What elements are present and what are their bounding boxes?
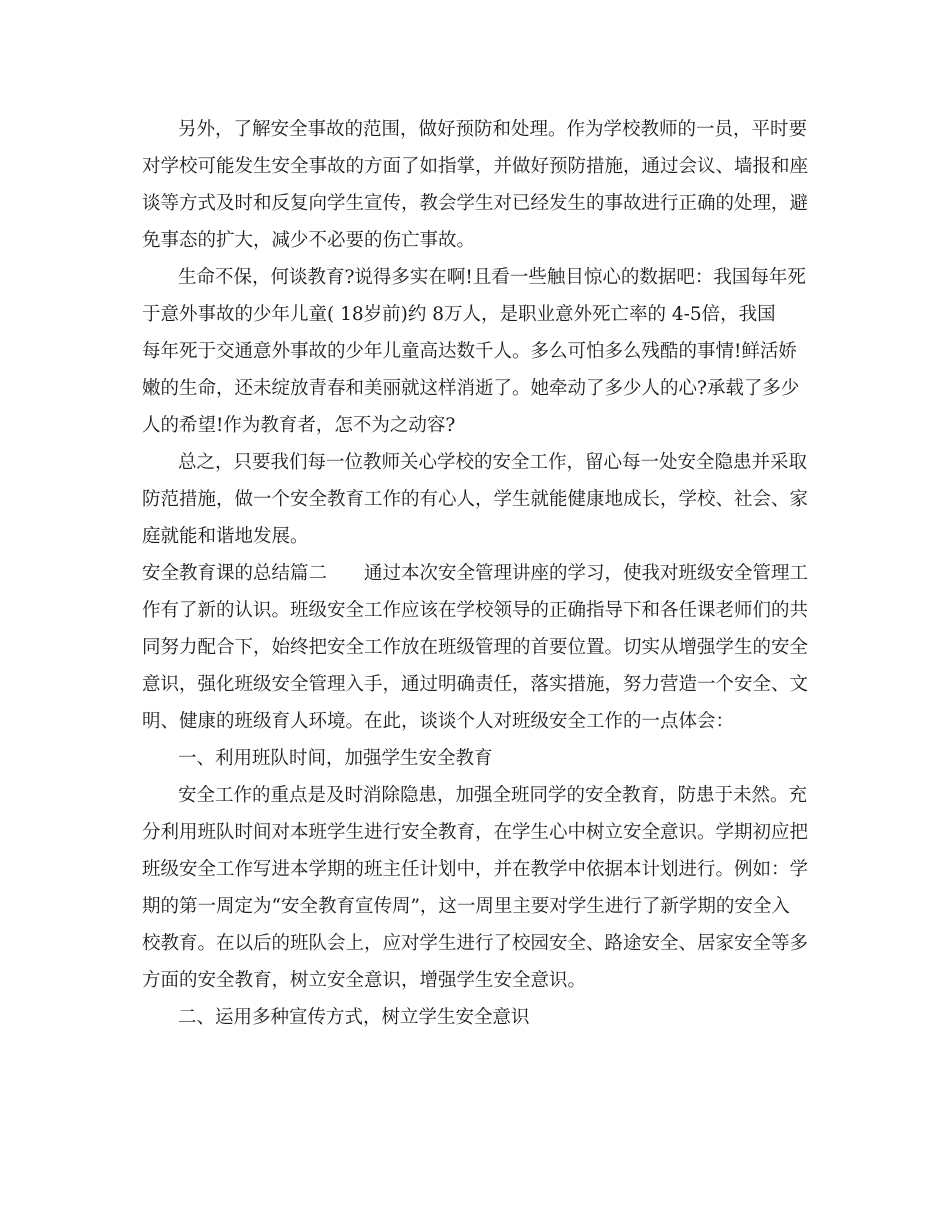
text-line: 防范措施，做一个安全教育工作的有心人，学生就能健康地成长，学校、社会、家 — [142, 489, 809, 510]
text-line: 分利用班队时间对本班学生进行安全教育，在学生心中树立安全意识。学期初应把 — [142, 822, 809, 843]
text-line: 人的希望!作为教育者，怎不为之动容? — [142, 415, 456, 436]
text-line: 意识，强化班级安全管理入手，通过明确责任，落实措施，努力营造一个安全、文 — [142, 674, 809, 695]
text-line: 明、健康的班级育人环境。在此，谈谈个人对班级安全工作的一点体会： — [142, 711, 735, 732]
text-line: 总之，只要我们每一位教师关心学校的安全工作，留心每一处安全隐患并采取 — [178, 452, 808, 473]
text-line: 方面的安全教育，树立安全意识，增强学生安全意识。 — [142, 970, 587, 991]
text-line: 班级安全工作写进本学期的班主任计划中，并在教学中依据本计划进行。例如：学 — [142, 859, 809, 880]
text-line: 另外，了解安全事故的范围，做好预防和处理。作为学校教师的一员，平时要 — [178, 119, 808, 140]
text-line: 作有了新的认识。班级安全工作应该在学校领导的正确指导下和各任课老师们的共 — [142, 600, 809, 621]
text-line: 同努力配合下，始终把安全工作放在班级管理的首要位置。切实从增强学生的安全 — [142, 637, 809, 658]
section-heading: 二、运用多种宣传方式，树立学生安全意识 — [178, 1007, 530, 1028]
text-line: 每年死于交通意外事故的少年儿童高达数千人。多么可怕多么残酷的事情!鲜活娇 — [142, 341, 797, 362]
text-line: 校教育。在以后的班队会上，应对学生进行了校园安全、路途安全、居家安全等多 — [142, 933, 809, 954]
text-line: 谈等方式及时和反复向学生宣传，教会学生对已经发生的事故进行正确的处理，避 — [142, 193, 809, 214]
text-line: 免事态的扩大，减少不必要的伤亡事故。 — [142, 230, 476, 251]
text-line: 嫩的生命，还未绽放青春和美丽就这样消逝了。她牵动了多少人的心?承载了多少 — [142, 378, 800, 399]
section-heading: 一、利用班队时间，加强学生安全教育 — [178, 748, 493, 769]
text-line: 安全工作的重点是及时消除隐患，加强全班同学的安全教育，防患于未然。充 — [178, 785, 808, 806]
text-line: 于意外事故的少年儿童( 18岁前)约 8万人，是职业意外死亡率的 4-5倍，我国 — [142, 304, 776, 325]
text-line: 庭就能和谐地发展。 — [142, 526, 309, 547]
text-line: 安全教育课的总结篇二 通过本次安全管理讲座的学习，使我对班级安全管理工 — [142, 563, 809, 584]
text-line: 对学校可能发生安全事故的方面了如指掌，并做好预防措施，通过会议、墙报和座 — [142, 156, 809, 177]
text-line: 期的第一周定为“安全教育宣传周”，这一周里主要对学生进行了新学期的安全入 — [142, 896, 790, 917]
text-line: 生命不保，何谈教育?说得多实在啊!且看一些触目惊心的数据吧：我国每年死 — [178, 267, 806, 288]
